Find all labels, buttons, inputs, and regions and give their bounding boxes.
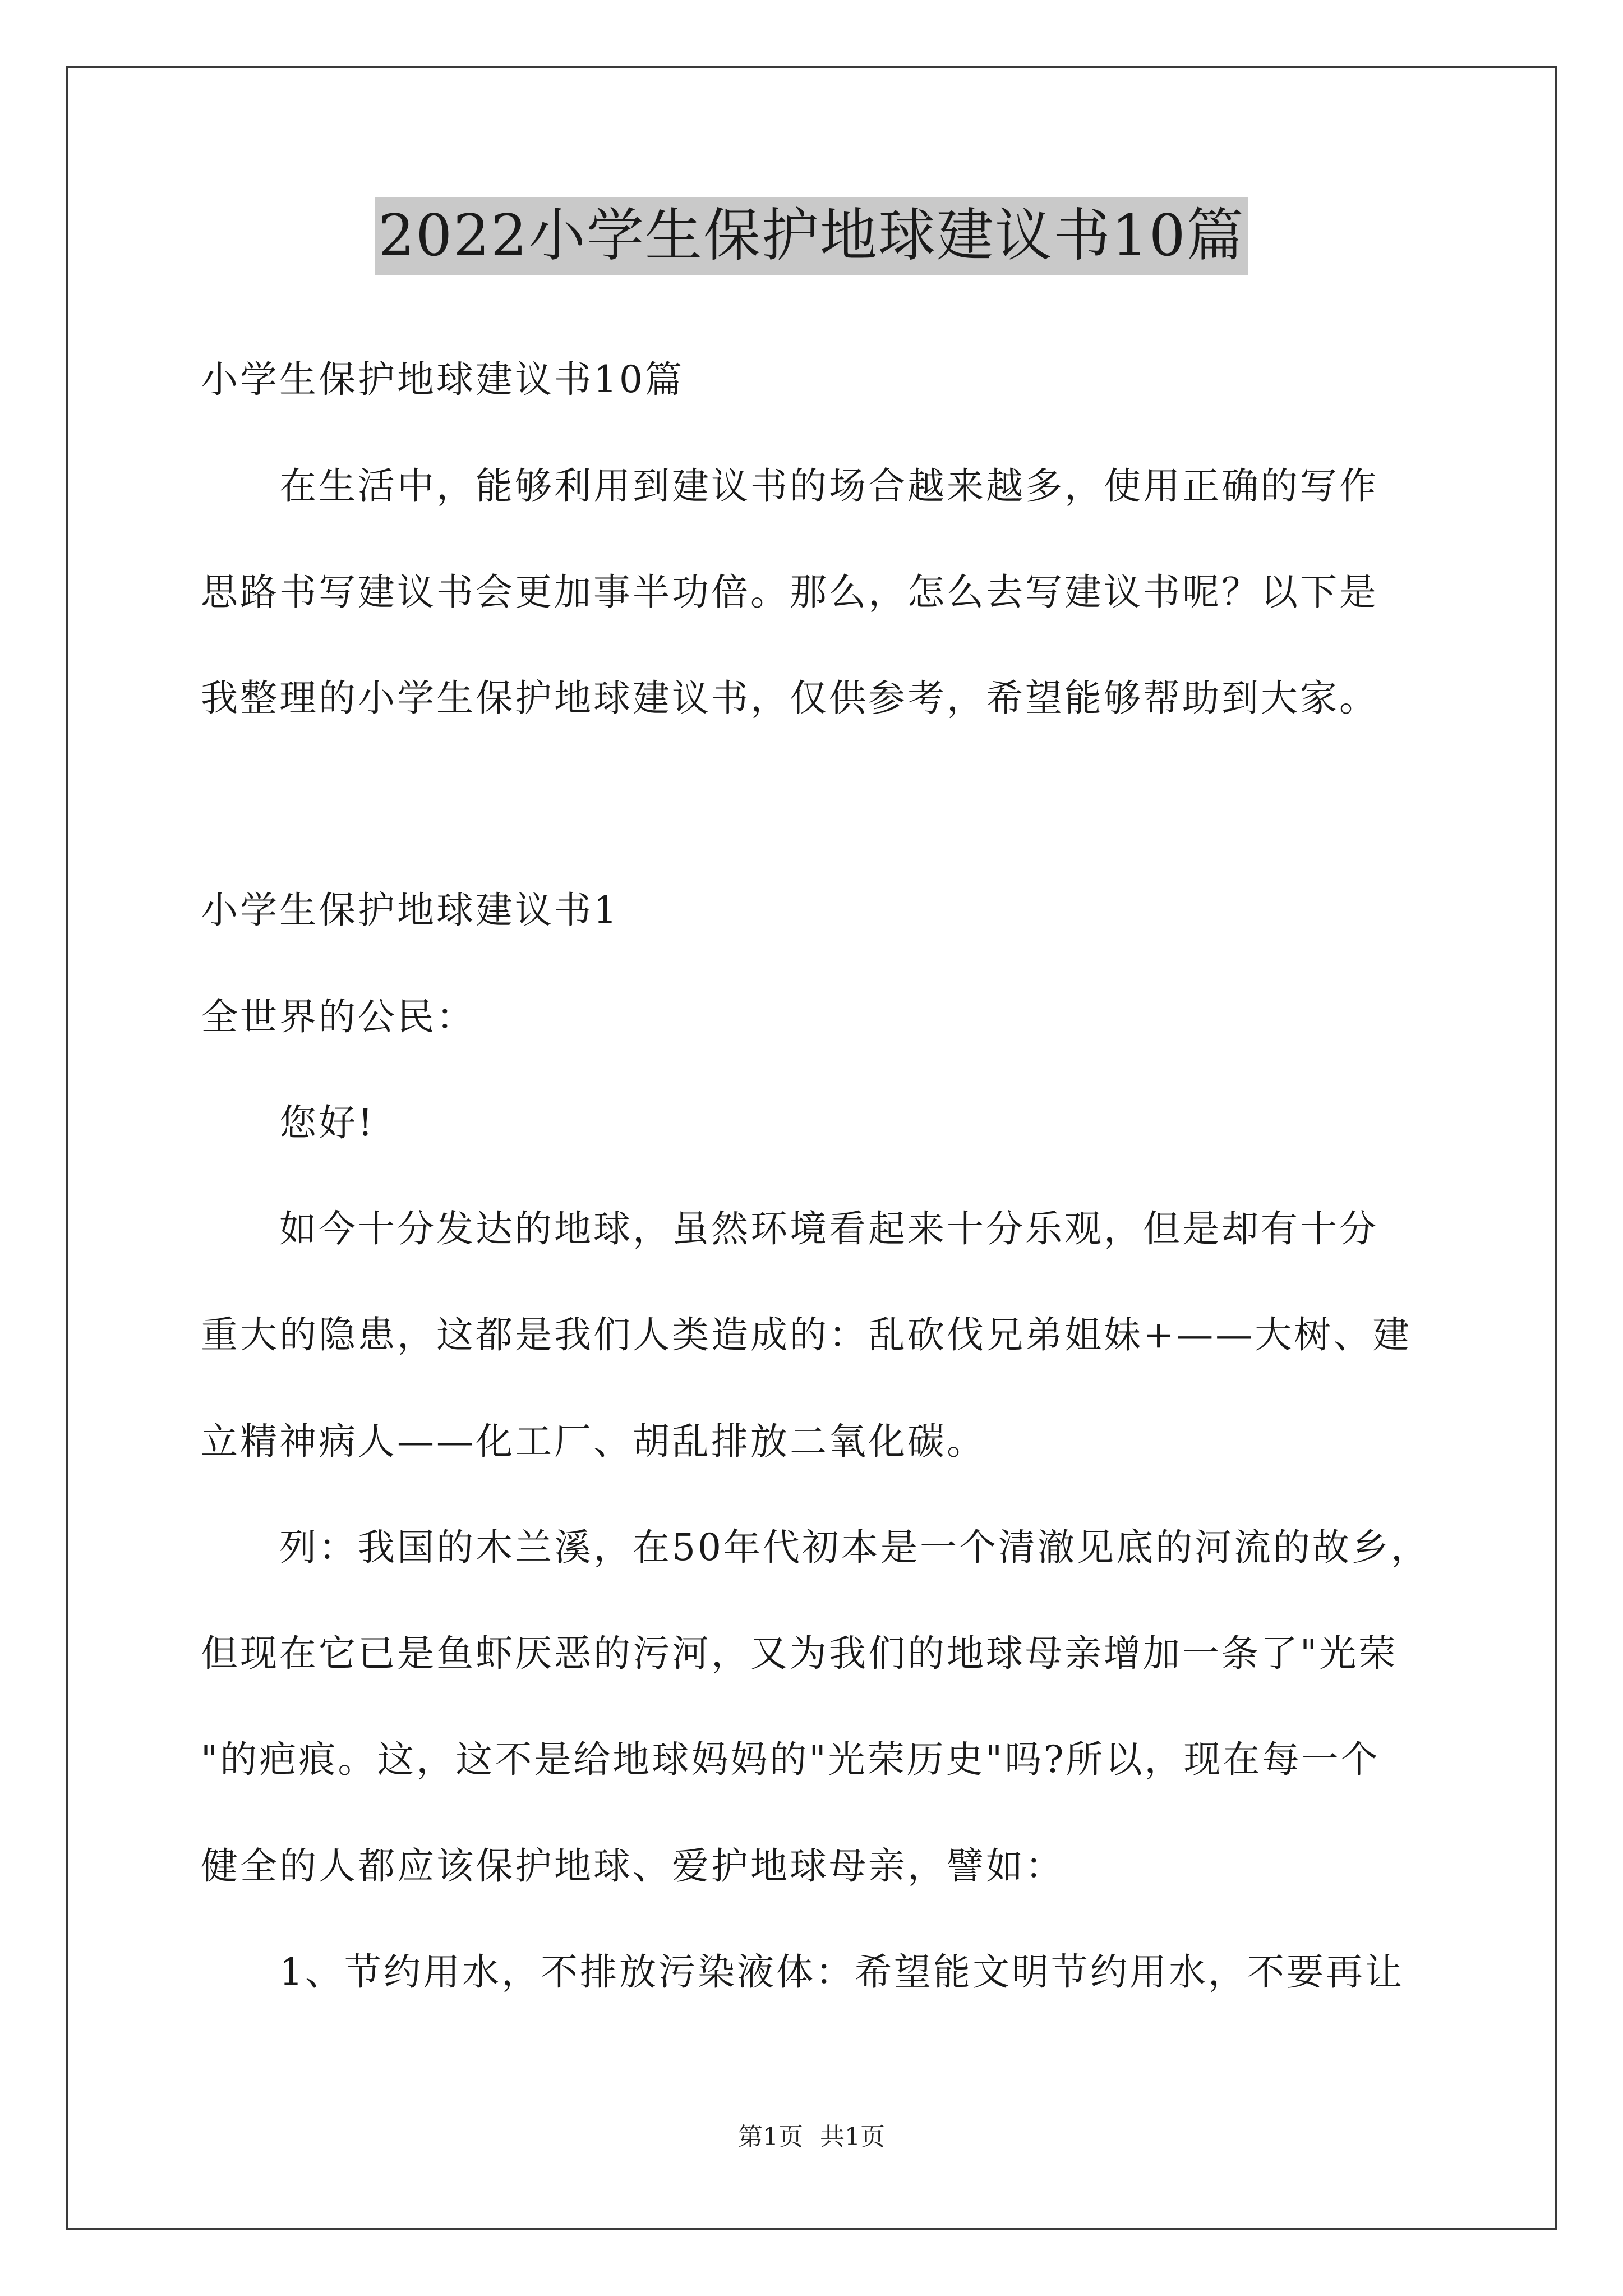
greeting: 您好! <box>279 1101 375 1144</box>
para1-line-3: 立精神病人——化工厂、胡乱排放二氧化碳。 <box>201 1420 986 1463</box>
para2-line-1: 列：我国的木兰溪，在50年代初本是一个清澈见底的河流的故乡， <box>279 1526 1430 1569</box>
para2-line-4: 健全的人都应该保护地球、爱护地球母亲，譬如： <box>201 1844 1064 1888</box>
page-footer <box>0 2122 1623 2153</box>
title-container <box>0 197 1623 275</box>
intro-line-1: 在生活中，能够利用到建议书的场合越来越多，使用正确的写作 <box>279 464 1378 508</box>
page-total: 共1页 <box>820 2123 885 2151</box>
document-title: 2022小学生保护地球建议书10篇 <box>375 197 1248 275</box>
document-subtitle: 小学生保护地球建议书10篇 <box>201 358 684 401</box>
para1-line-1: 如今十分发达的地球，虽然环境看起来十分乐观，但是却有十分 <box>279 1207 1378 1250</box>
section-heading: 小学生保护地球建议书1 <box>201 889 619 932</box>
para1-line-2: 重大的隐患，这都是我们人类造成的：乱砍伐兄弟姐妹+——大树、建 <box>201 1313 1412 1356</box>
intro-line-2: 思路书写建议书会更加事半功倍。那么，怎么去写建议书呢？以下是 <box>201 570 1378 614</box>
salutation: 全世界的公民： <box>201 995 476 1038</box>
page-number: 第1页 <box>738 2123 803 2151</box>
para2-line-2: 但现在它已是鱼虾厌恶的污河，又为我们的地球母亲增加一条了"光荣 <box>201 1632 1398 1675</box>
para2-line-3: "的疤痕。这，这不是给地球妈妈的"光荣历史"吗?所以，现在每一个 <box>201 1738 1380 1781</box>
intro-line-3: 我整理的小学生保护地球建议书，仅供参考，希望能够帮助到大家。 <box>201 677 1378 720</box>
para3-line-1: 1、节约用水，不排放污染液体：希望能文明节约用水，不要再让 <box>279 1950 1404 1994</box>
